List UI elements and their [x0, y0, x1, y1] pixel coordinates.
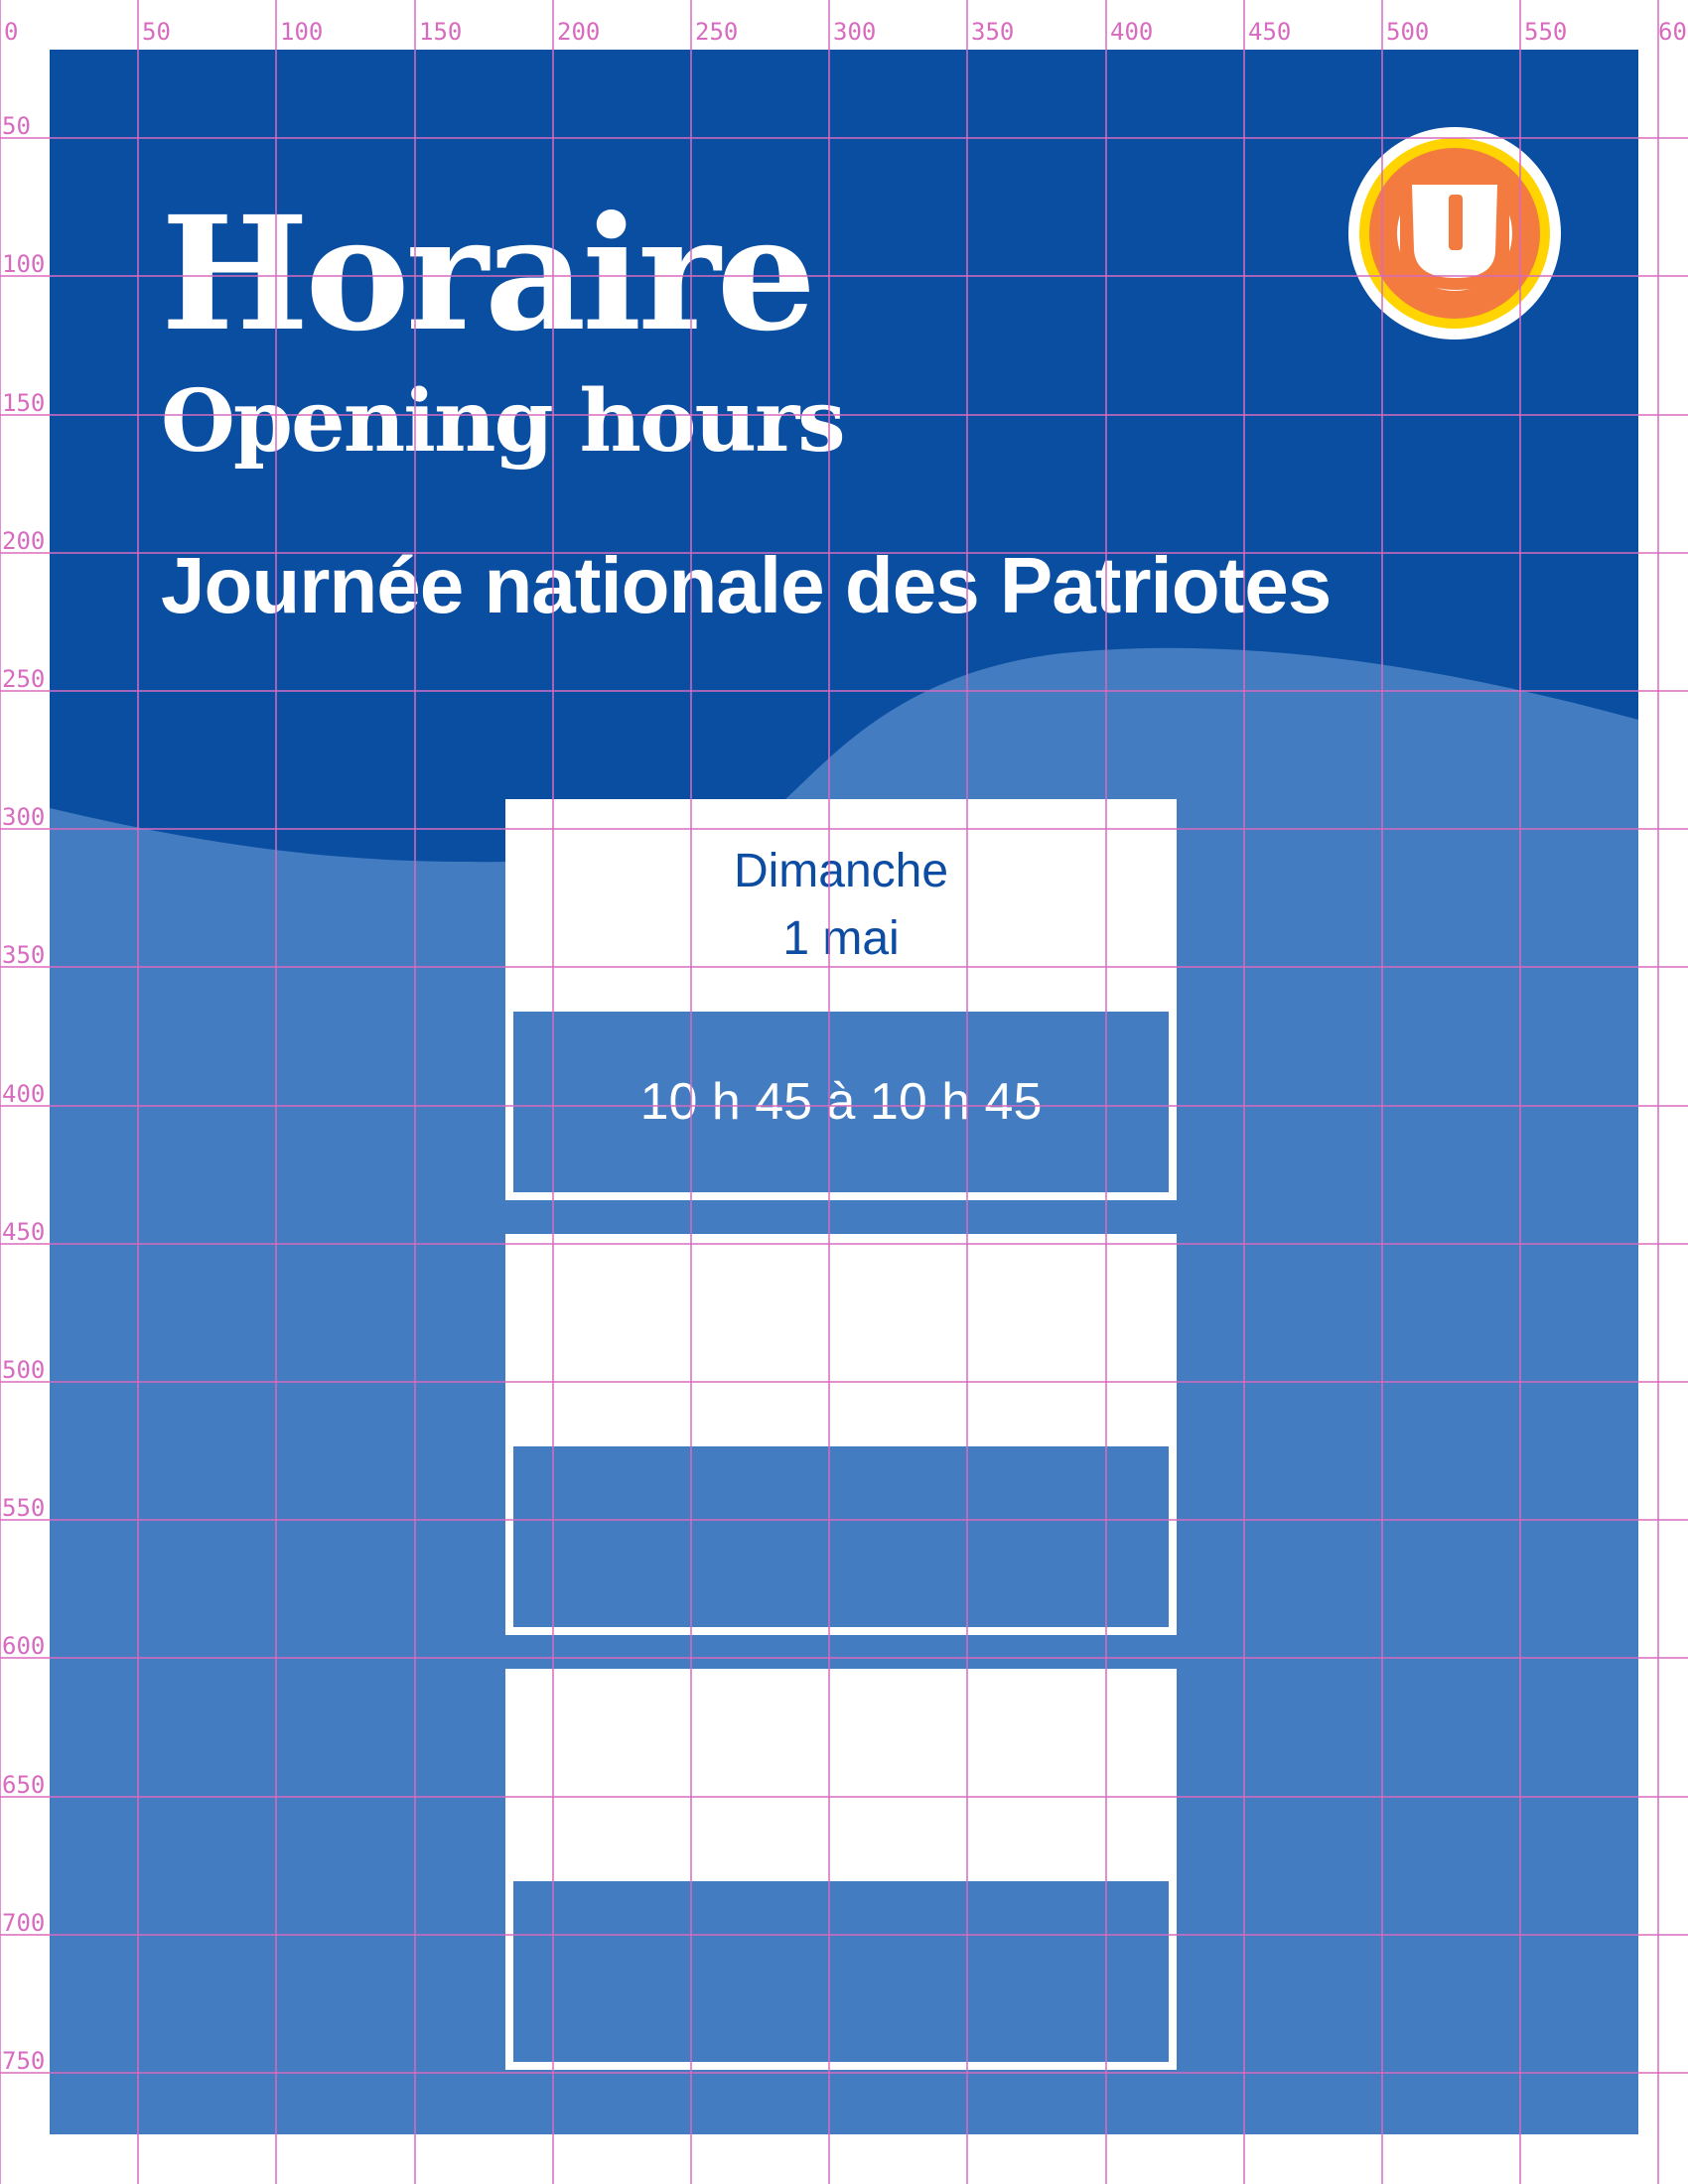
guide-label-y: 100 [2, 250, 46, 278]
holiday-name: Journée nationale des Patriotes [161, 541, 1332, 629]
schedule-card-1 [505, 799, 1177, 1200]
schedule-date-1: 1 mai [782, 912, 900, 965]
guide-label-x: 350 [971, 18, 1015, 46]
guide-label-y: 400 [2, 1080, 46, 1108]
guide-label-x: 450 [1248, 18, 1292, 46]
schedule-card-2-header [505, 1234, 1177, 1446]
guide-label-x: 60 [1658, 18, 1687, 46]
guide-label-x: 50 [142, 18, 171, 46]
guide-label-x: 400 [1110, 18, 1154, 46]
guide-label-x: 550 [1524, 18, 1568, 46]
guide-label-y: 250 [2, 665, 46, 693]
guide-label-y: 650 [2, 1771, 46, 1799]
guide-label-y: 600 [2, 1632, 46, 1660]
guide-label-y: 200 [2, 527, 46, 555]
guide-label-y: 500 [2, 1356, 46, 1384]
guide-label-x: 500 [1386, 18, 1430, 46]
guide-label-y: 300 [2, 803, 46, 831]
schedule-hours-1: 10 h 45 à 10 h 45 [513, 1012, 1169, 1192]
schedule-card-3 [505, 1669, 1177, 2070]
guide-label-x: 250 [695, 18, 739, 46]
poster [50, 50, 1638, 2134]
guide-label-y: 150 [2, 389, 46, 417]
schedule-hours-3 [513, 1881, 1169, 2062]
guide-label-y: 350 [2, 941, 46, 969]
schedule-hours-2 [513, 1446, 1169, 1627]
page-title: Horaire [161, 183, 813, 366]
guide-label-y: 50 [2, 112, 31, 140]
page-subtitle: Opening hours [161, 371, 844, 472]
schedule-card-3-header [505, 1669, 1177, 1881]
schedule-card-2 [505, 1234, 1177, 1635]
schedule-day-1: Dimanche [733, 845, 949, 897]
guide-label-x: 200 [557, 18, 601, 46]
guide-label-y: 550 [2, 1494, 46, 1522]
guide-label-x: 300 [833, 18, 877, 46]
u-circle-logo-icon [1346, 125, 1563, 341]
guide-label-y: 750 [2, 2047, 46, 2075]
schedule-card-1-header [505, 799, 1177, 1012]
guide-label-y: 700 [2, 1909, 46, 1937]
guide-label-x: 100 [280, 18, 324, 46]
guide-label-x: 150 [419, 18, 463, 46]
guide-label-x: 0 [4, 18, 19, 46]
guide-label-y: 450 [2, 1218, 46, 1246]
